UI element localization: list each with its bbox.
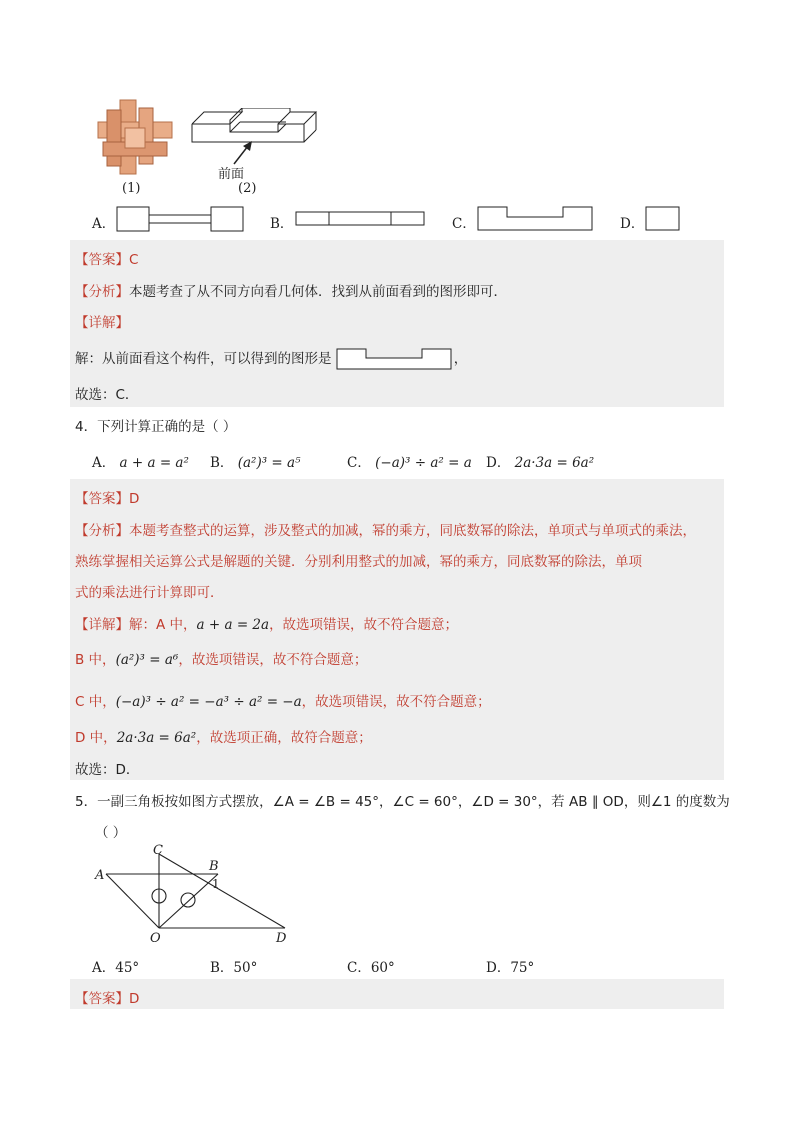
q4-analysis-line-2: 熟练掌握相关运算公式是解题的关键．分别利用整式的加减，幂的乘方，同底数幂的除法，单项 <box>75 554 642 570</box>
q3-option-a-label: A． <box>92 216 116 232</box>
q4-choose: 故选：D． <box>75 762 140 778</box>
label-d: D <box>276 931 287 946</box>
q5-answer-block <box>70 979 724 1009</box>
q3-option-c-label: C． <box>452 216 476 232</box>
label-a: A <box>95 868 105 883</box>
label-b: B <box>209 859 219 874</box>
q5-stem: 5．一副三角板按如图方式摆放，∠A = ∠B = 45°，∠C = 60°，∠D = 30°，若 AB ∥ OD，则∠1 的度数为 <box>75 794 730 810</box>
q3-option-d-figure <box>645 206 681 232</box>
q3-option-a-figure <box>116 206 244 232</box>
q4-detail-d: D 中，2a·3a = 6a²，故选项正确，故符合题意； <box>75 730 372 746</box>
q3-detail-tag <box>75 311 129 331</box>
q3-choose: 故选：C． <box>75 387 139 403</box>
detail-tag: 【详解】 <box>75 617 129 633</box>
q5-answer-line <box>75 987 139 1007</box>
q4-analysis-line-1 <box>75 519 696 539</box>
label-angle-1: 1 <box>212 877 220 891</box>
q4-option-a: A． a + a = a² <box>92 455 189 471</box>
q4-answer-line <box>75 487 139 507</box>
q3-detail-line <box>75 347 467 370</box>
answer-tag: 【答案】 <box>75 491 129 507</box>
q3-analysis-line <box>75 280 507 300</box>
q3-answer-block <box>70 240 724 407</box>
q4-detail-b: B 中，(a²)³ = a⁶，故选项错误，故不符合题意； <box>75 652 368 668</box>
q4-detail-c: C 中，(−a)³ ÷ a² = −a³ ÷ a² = −a，故选项错误，故不符合题意； <box>75 694 491 710</box>
q4-detail-a: 【详解】解：A 中，a + a = 2a，故选项错误，故不符合题意； <box>75 617 459 633</box>
answer-value: C <box>129 252 139 268</box>
q3-detail-figure <box>336 348 454 370</box>
q3-answer-line <box>75 248 138 268</box>
answer-tag: 【答案】 <box>75 252 129 268</box>
q3-option-d-label: D． <box>620 216 645 232</box>
wooden-puzzle-image <box>95 98 175 178</box>
q3-option-b-label: B． <box>270 216 294 232</box>
q4-stem: 4．下列计算正确的是（ ） <box>75 419 237 435</box>
q4-option-d: D． 2a·3a = 6a² <box>486 455 595 471</box>
detail-text: 解：从前面看这个构件，可以得到的图形是 <box>75 351 332 367</box>
detail-tag: 【详解】 <box>75 315 129 331</box>
answer-value: D <box>129 491 140 507</box>
q5-option-c: C．60° <box>347 960 395 976</box>
label-c: C <box>153 843 163 858</box>
label-o: O <box>150 931 161 946</box>
q4-option-b: B． (a²)³ = a⁵ <box>210 455 301 471</box>
analysis-tag: 【分析】 <box>75 523 129 539</box>
detail-end: ， <box>453 351 468 367</box>
answer-value: D <box>129 991 140 1007</box>
q4-option-c: C． (−a)³ ÷ a² = a <box>347 455 472 471</box>
front-label: 前面 <box>218 167 245 182</box>
q5-option-b: B．50° <box>210 960 258 976</box>
triangle-figure <box>90 840 300 950</box>
figure-caption-1: (1) <box>122 181 141 196</box>
q3-option-b-figure <box>295 211 425 227</box>
analysis-text-1: 本题考查整式的运算，涉及整式的加减，幂的乘方，同底数幂的除法，单项式与单项式的乘法， <box>129 523 696 539</box>
analysis-text: 本题考查了从不同方向看几何体．找到从前面看到的图形即可． <box>129 284 507 300</box>
q5-paren: （ ） <box>95 825 127 841</box>
q5-option-a: A．45° <box>92 960 140 976</box>
q4-analysis-line-3: 式的乘法进行计算即可． <box>75 585 224 601</box>
answer-tag: 【答案】 <box>75 991 129 1007</box>
analysis-tag: 【分析】 <box>75 284 129 300</box>
figure-caption-2: (2) <box>238 181 257 196</box>
q3-option-c-figure <box>477 206 595 232</box>
q5-option-d: D．75° <box>486 960 535 976</box>
